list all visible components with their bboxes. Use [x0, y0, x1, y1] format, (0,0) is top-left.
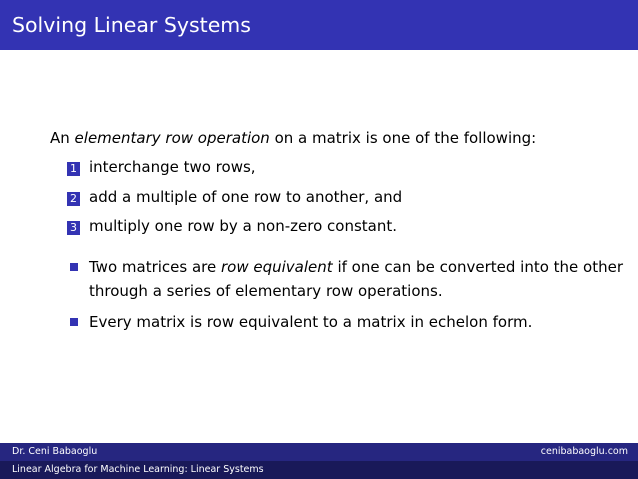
footer-author: Dr. Ceni Babaoglu — [12, 446, 98, 457]
enum-item-text: interchange two rows, — [89, 158, 256, 176]
bullet-text-before: Every matrix is row equivalent to a matrix in echelon form. — [89, 313, 533, 331]
square-bullet-icon — [70, 318, 78, 326]
enum-item — [67, 157, 256, 177]
bullet-text — [89, 310, 634, 334]
footer-bottom-bar — [0, 461, 638, 479]
bullet-emphasis: row equivalent — [221, 258, 333, 276]
enum-number-badge: 2 — [67, 192, 80, 206]
enum-item — [67, 187, 402, 207]
footer-top-bar — [0, 443, 638, 461]
enum-item-text: multiply one row by a non-zero constant. — [89, 217, 397, 235]
enum-number-badge: 1 — [67, 162, 80, 176]
bullet-text-after: if one can be converted into the other through a series of elementary row operations. — [89, 258, 624, 300]
enum-number-badge: 3 — [67, 221, 80, 235]
footer-course-title: Linear Algebra for Machine Learning: Linear Systems — [12, 464, 264, 475]
enum-item-text: add a multiple of one row to another, and — [89, 188, 403, 206]
enum-item — [67, 216, 397, 236]
intro-sentence — [50, 128, 536, 148]
intro-emphasis: elementary row operation — [74, 129, 270, 147]
bullet-text — [89, 255, 634, 303]
bullet-text-before: Two matrices are — [89, 258, 221, 276]
square-bullet-icon — [70, 263, 78, 271]
slide-title: Solving Linear Systems — [12, 13, 251, 37]
intro-text-after: on a matrix is one of the following: — [269, 129, 537, 147]
intro-text-before: An — [50, 129, 75, 147]
footer-website: cenibabaoglu.com — [540, 446, 628, 457]
